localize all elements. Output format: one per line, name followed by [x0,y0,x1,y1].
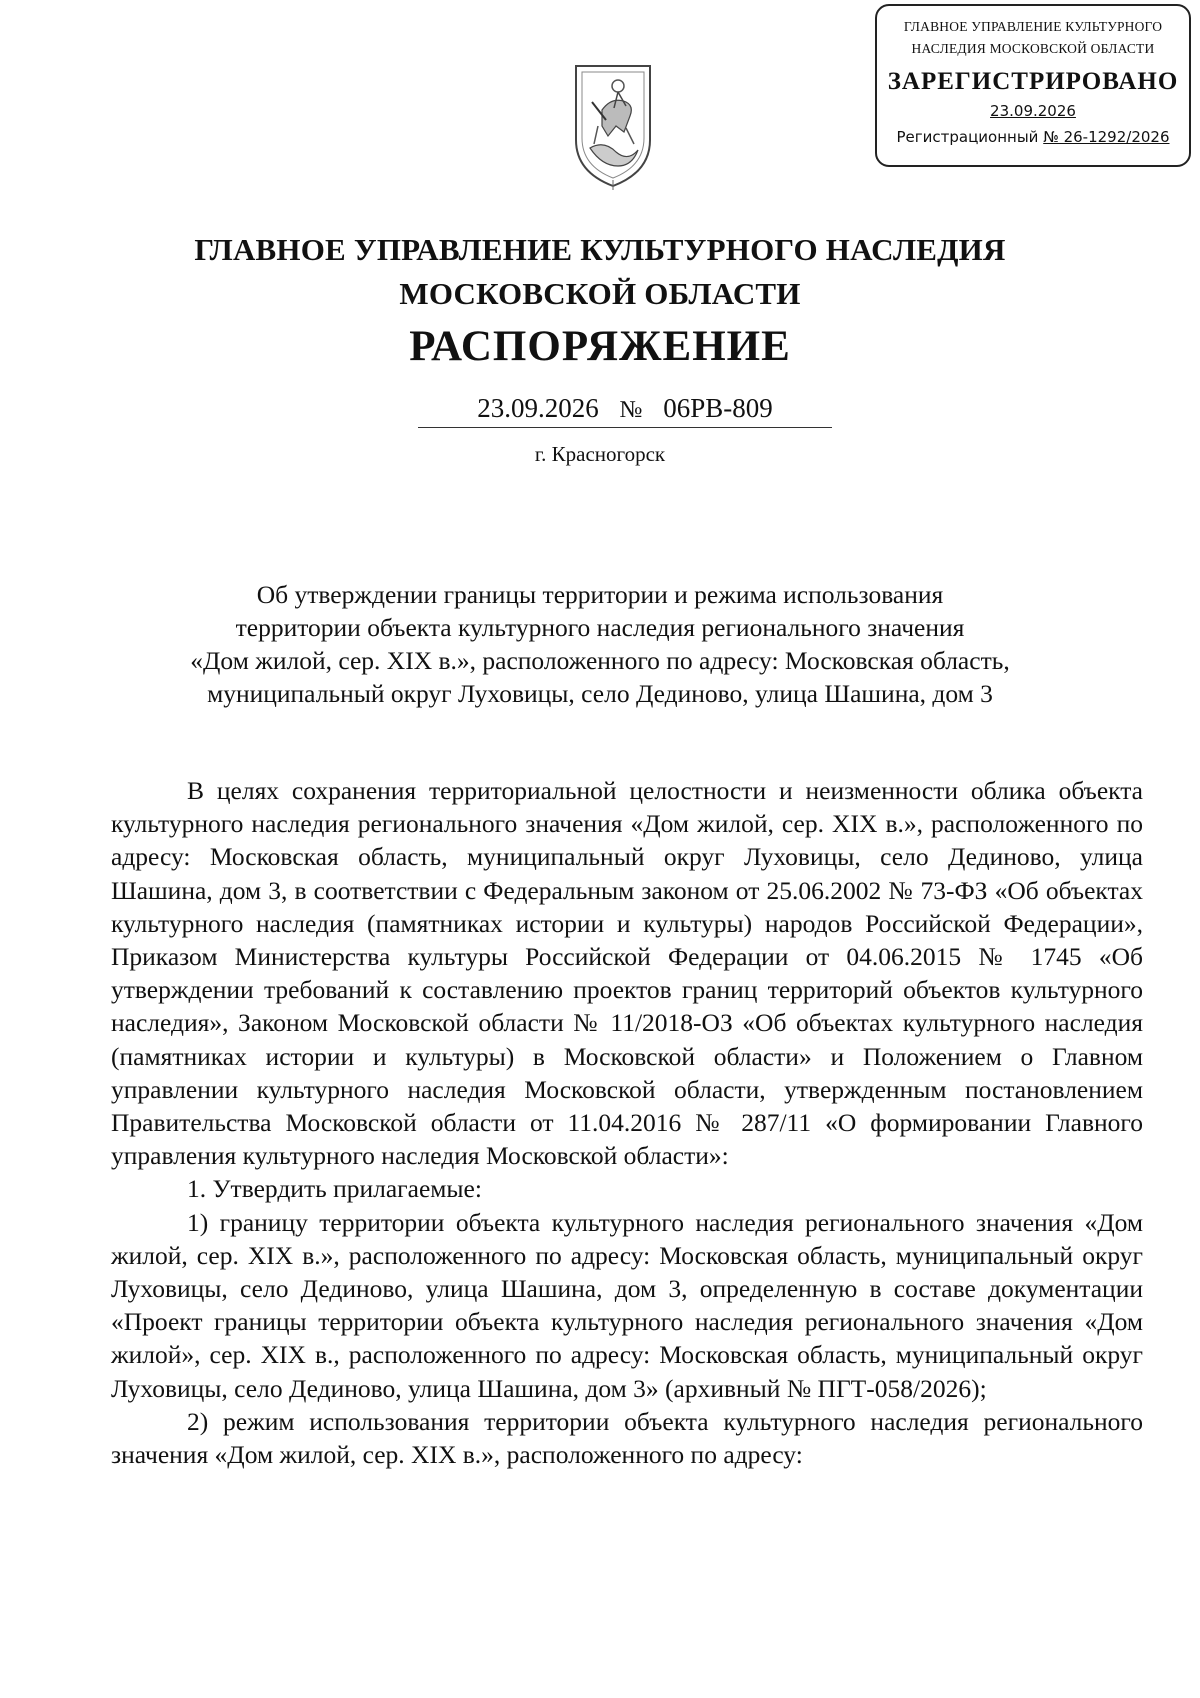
stamp-org-line1: ГЛАВНОЕ УПРАВЛЕНИЕ КУЛЬТУРНОГО [903,19,1163,34]
document-date: 23.09.2026 [477,393,599,423]
stamp-date: 23.09.2026 [990,102,1076,120]
organization-title-line2: МОСКОВСКОЙ ОБЛАСТИ [399,276,801,311]
point-1: 1. Утвердить прилагаемые: [187,1174,482,1204]
subpoint-1: 1) границу территории объекта культурного наследия регионального значения «Дом жилой, сер. XIX в.», расположенного по адресу: Московская область, муниципальный округ Луховицы, село Дединово, улица Шашина, дом 3, определенную в составе документации «Проект границы территории объекта культурного наследия регионального значения «Дом жилой», сер. XIX в., расположенного по адресу: Московская область, муниципальный округ Луховицы, село Дединово, улица Шашина, дом 3» (архивный № ПГТ-058/2026); [111,1207,1143,1403]
organization-title-line1: ГЛАВНОЕ УПРАВЛЕНИЕ КУЛЬТУРНОГО НАСЛЕДИЯ [194,232,1006,267]
registration-stamp [875,4,1191,167]
subpoint-2: 2) режим использования территории объекта культурного наследия регионального значения «Дом жилой, сер. XIX в.», расположенного по адресу: [111,1406,1143,1470]
document-city: г. Красногорск [534,442,666,466]
subject-line1: Об утверждении границы территории и режима использования [256,580,944,609]
document-date-number [418,393,832,428]
stamp-org-line2: НАСЛЕДИЯ МОСКОВСКОЙ ОБЛАСТИ [911,41,1155,56]
stamp-status: ЗАРЕГИСТРИРОВАНО [887,68,1179,95]
stamp-reg-number: № 26-1292/2026 [1043,128,1170,146]
subject-line4: муниципальный округ Луховицы, село Дединово, улица Шашина, дом 3 [207,679,993,708]
document-type: РАСПОРЯЖЕНИЕ [409,323,791,370]
number-sign: № [619,397,643,423]
stamp-organization [877,14,1189,62]
organization-title [0,228,1200,316]
subject-line2: территории объекта культурного наследия регионального значения [235,613,965,642]
document-number: 06РВ-809 [663,393,773,423]
subject-line3: «Дом жилой, сер. XIX в.», расположенного по адресу: Московская область, [190,646,1010,675]
stamp-reg-label: Регистрационный [896,128,1039,146]
document-body [111,774,1143,1471]
preamble-paragraph: В целях сохранения территориальной целостности и неизменности облика объекта культурного наследия регионального значения «Дом жилой, сер. XIX в.», расположенного по адресу: Московская область, муниципальный округ Луховицы, село Дединово, улица Шашина, дом 3, в соответствии с Федеральным законом от 25.06.2002 № 73-ФЗ «Об объектах культурного наследия (памятниках истории и культуры) народов Российской Федерации», Приказом Министерства культуры Российской Федерации от 04.06.2015 № 1745 «Об утверждении требований к составлению проектов границ территорий объектов культурного наследия», Законом Московской области № 11/2018-ОЗ «Об объектах культурного наследия (памятниках истории и культуры) в Московской области» и Положением о Главном управлении культурного наследия Московской области, утвержденным постановлением Правительства Московской области от 11.04.2016 № 287/11 «О формировании Главного управления культурного наследия Московской области»: [111,776,1143,1171]
stamp-registration-number [877,128,1189,146]
moscow-oblast-coat-of-arms-icon [568,62,658,192]
document-subject [110,578,1090,710]
